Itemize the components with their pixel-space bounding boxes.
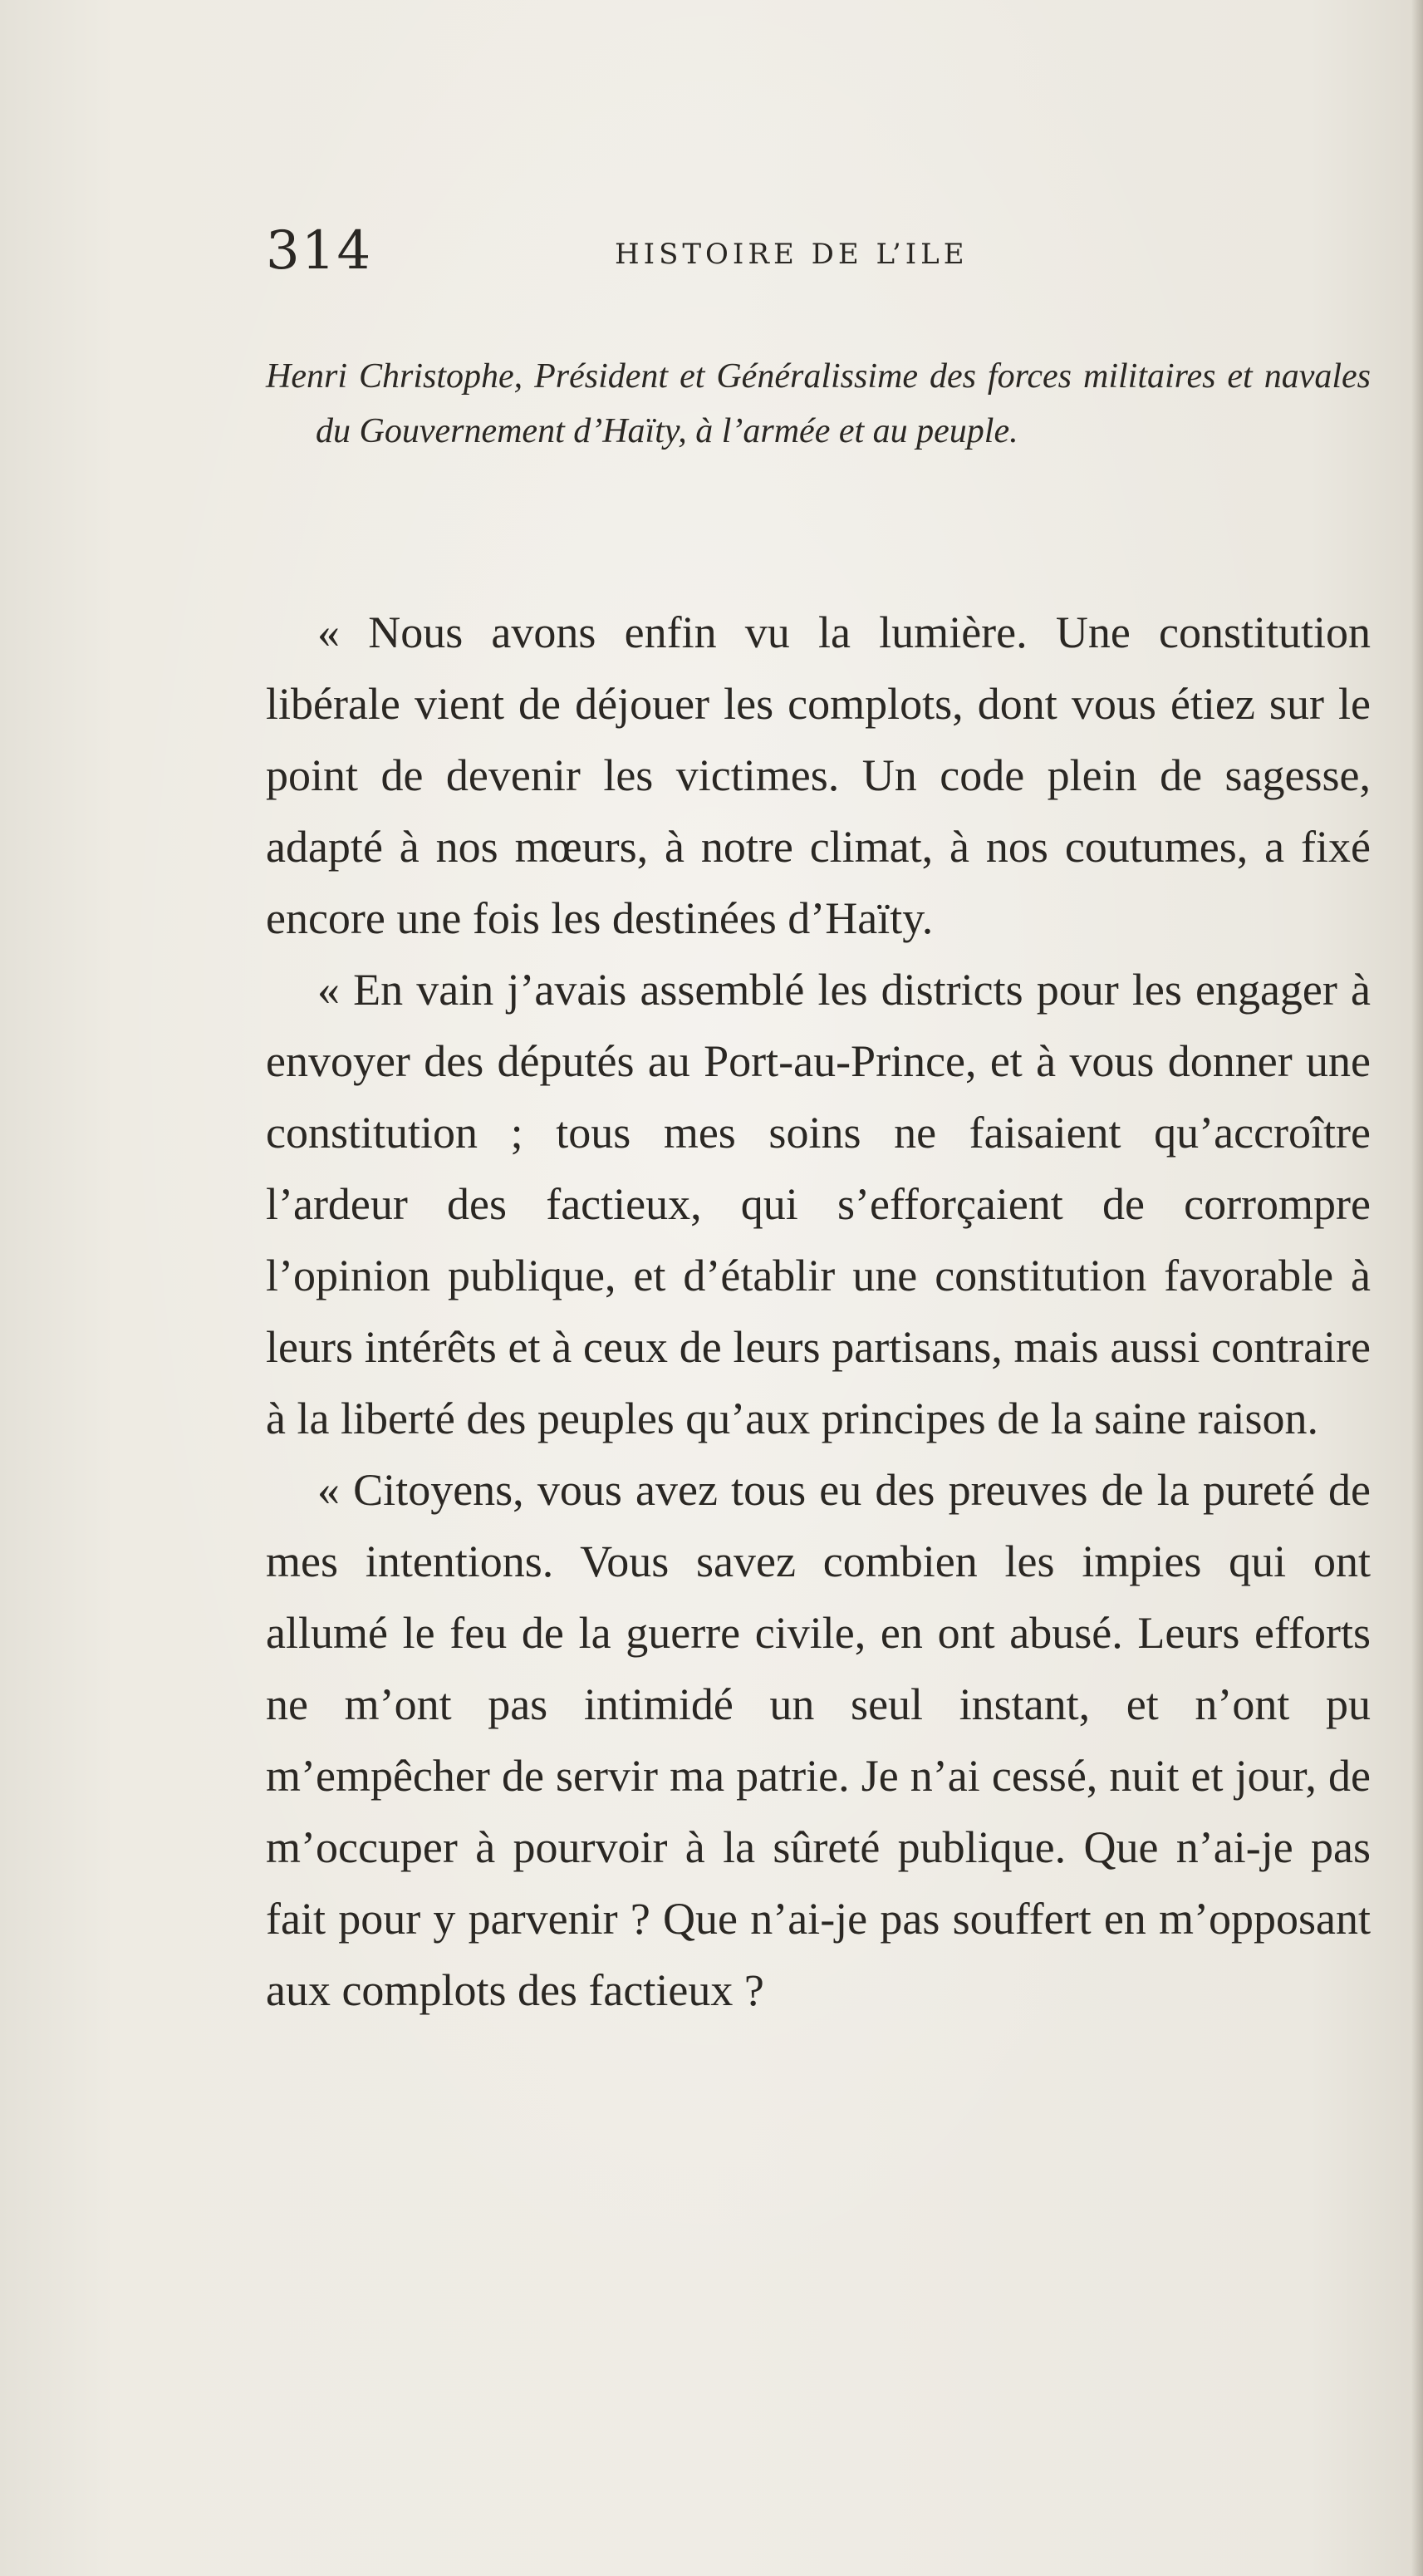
paragraph-1: « Nous avons enfin vu la lumière. Une constitution libérale vient de déjouer les complots, dont vous étiez sur le point de devenir les victimes. Un code plein de sagesse, adapté à nos mœurs, à notre climat, à nos coutumes, a fixé encore une fois les destinées d’Haïty. [266,607,1371,943]
running-head [266,218,1379,284]
proclamation-heading: Henri Christophe, Président et Généralissime des forces militaires et navales du Gouvernement d’Haïty, à l’armée et au peuple. [266,357,1371,450]
paragraph-2: « En vain j’avais assemblé les districts pour les engager à envoyer des députés au Port-au-Prince, et à vous donner une constitution ; tous mes soins ne faisaient qu’accroître l’ardeur des factieux, qui s’efforçaient de corrompre l’opinion publique, et d’établir une constitution favorable à leurs intérêts et à ceux de leurs partisans, mais aussi contraire à la liberté des peuples qu’aux principes de la saine raison. [266,965,1371,1443]
body-text [266,597,1371,2026]
paragraph-3: « Citoyens, vous avez tous eu des preuves de la pureté de mes intentions. Vous savez combien les impies qui ont allumé le feu de la guerre civile, en ont abusé. Leurs efforts ne m’ont pas intimidé un seul instant, et n’ont pu m’empêcher de servir ma patrie. Je n’ai cessé, nuit et jour, de m’occuper à pourvoir à la sûreté publique. Que n’ai-je pas fait pour y parvenir ? Que n’ai-je pas souffert en m’opposant aux complots des factieux ? [266,1465,1371,2015]
page-number: 314 [266,220,373,282]
running-title: HISTOIRE DE L’ILE [615,238,969,271]
